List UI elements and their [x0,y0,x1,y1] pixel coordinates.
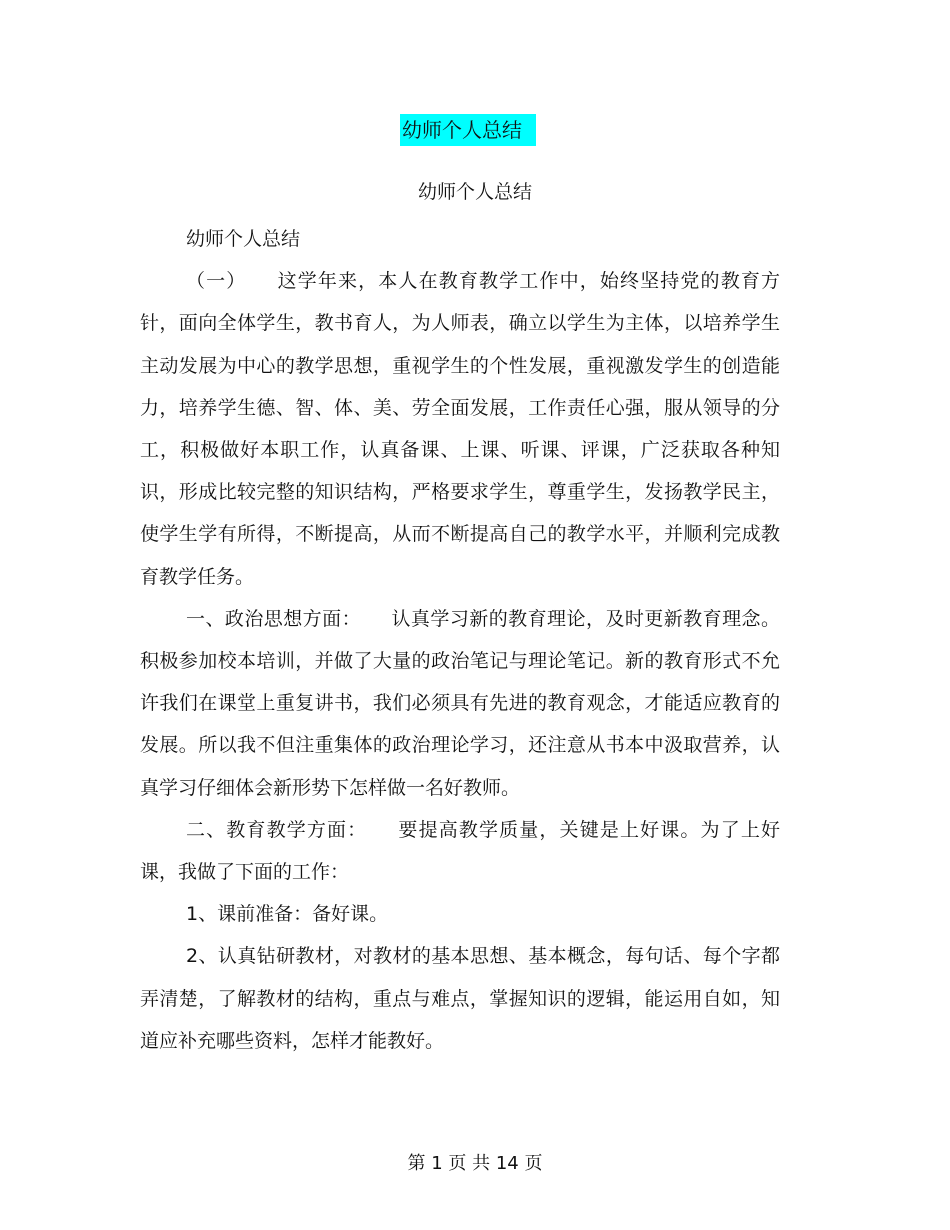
paragraph-text: 认真学习新的教育理论，及时更新教育理念。积极参加校本培训，并做了大量的政治笔记与理论笔记。新的教育形式不允许我们在课堂上重复讲书，我们必须具有先进的教育观念，才能适应教育的发展。所以我不但注重集体的政治理论学习，还注意从书本中汲取营养，认真学习仔细体会新形势下怎样做一名好教师。 [140,607,780,799]
paragraph-text: 1、课前准备：备好课。 [186,903,389,926]
document-body [140,218,780,1062]
document-subtitle: 幼师个人总结 [417,181,532,203]
page-footer: 第 1 页 共 14 页 [407,1153,543,1174]
paragraph-text: 2、认真钻研教材，对教材的基本思想、基本概念，每句话、每个字都弄清楚，了解教材的结构，重点与难点，掌握知识的逻辑，能运用自如，知道应补充哪些资料，怎样才能教好。 [140,945,780,1052]
paragraph-intro [140,260,780,598]
paragraph-teaching [140,809,780,893]
document-title: 幼师个人总结 [400,114,536,146]
section-heading: 幼师个人总结 [186,228,301,250]
paragraph-politics [140,598,780,809]
paragraph-label: 二、教育教学方面： [186,818,368,841]
paragraph-item-2 [140,935,780,1062]
paragraph-text: 这学年来，本人在教育教学工作中，始终坚持党的教育方针，面向全体学生，教书育人，为人师表，确立以学生为主体，以培养学生主动发展为中心的教学思想，重视学生的个性发展，重视激发学生的创造能力，培养学生德、智、体、美、劳全面发展，工作责任心强，服从领导的分工，积极做好本职工作，认真备课、上课、听课、评课，广泛获取各种知识，形成比较完整的知识结构，严格要求学生，尊重学生，发扬教学民主，使学生学有所得，不断提高，从而不断提高自己的教学水平，并顺利完成教育教学任务。 [140,270,780,588]
paragraph-text: 要提高教学质量，关键是上好课。为了上好课，我做了下面的工作： [140,818,780,884]
paragraph-label: 一、政治思想方面： [186,607,362,630]
paragraph-item-1 [140,893,780,935]
paragraph-label: （一） [186,270,247,293]
